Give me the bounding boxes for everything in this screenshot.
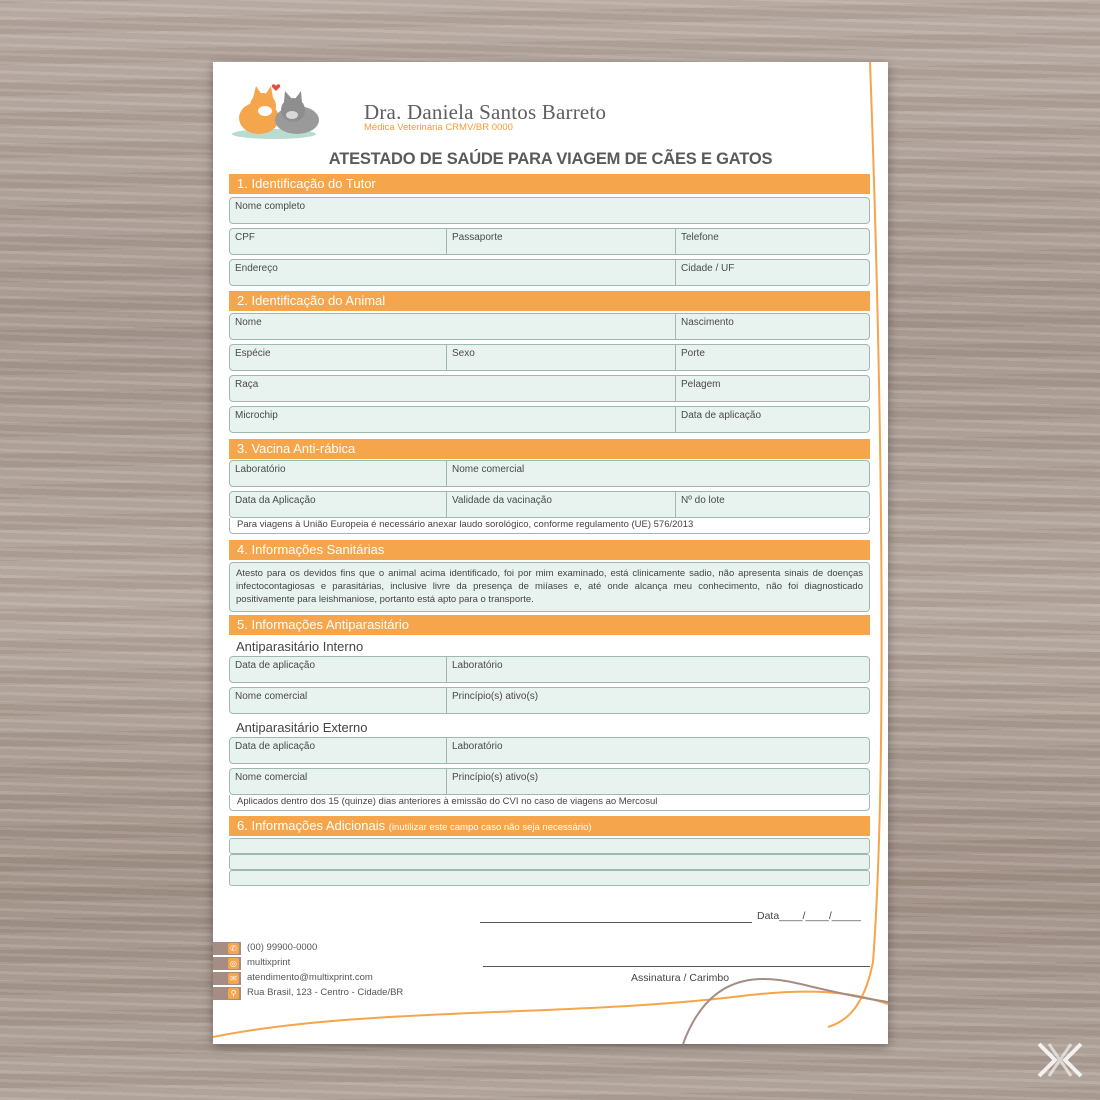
watermark-logo-icon <box>1035 1040 1085 1080</box>
field-label-birth: Nascimento <box>675 314 869 339</box>
field-row-vaccine-dates[interactable] <box>229 491 870 518</box>
eu-note: Para viagens à União Europeia é necessário anexar laudo sorológico, conforme regulamento (UE) 576/2013 <box>229 518 870 534</box>
instagram-icon: ◎ <box>213 957 241 970</box>
field-row-external-name-principle[interactable] <box>229 768 870 795</box>
email-icon: ✉ <box>213 972 241 985</box>
field-label-external-commercial-name: Nome comercial <box>235 772 308 783</box>
section-header-animal: 2. Identificação do Animal <box>229 291 870 311</box>
field-label-microchip: Microchip <box>235 410 278 421</box>
external-antiparasitic-heading: Antiparasitário Externo <box>236 720 368 735</box>
field-label-internal-commercial-name: Nome comercial <box>235 691 308 702</box>
field-label-city-uf: Cidade / UF <box>675 260 869 285</box>
field-row-internal-name-principle[interactable] <box>229 687 870 714</box>
field-row-cpf-passport-phone[interactable] <box>229 228 870 255</box>
additional-info-line-2[interactable] <box>229 854 870 870</box>
field-label-lot-number: Nº do lote <box>675 492 869 517</box>
field-label-animal-name: Nome <box>235 317 262 328</box>
signature-line <box>483 966 870 967</box>
date-signature-line <box>480 922 752 923</box>
field-label-internal-active-principle: Princípio(s) ativo(s) <box>446 688 869 713</box>
field-label-vaccine-commercial-name: Nome comercial <box>446 461 869 486</box>
field-label-passport: Passaporte <box>446 229 675 254</box>
field-label-breed: Raça <box>235 379 259 390</box>
additional-info-line-1[interactable] <box>229 838 870 854</box>
field-label-vaccine-validity: Validade da vacinação <box>446 492 675 517</box>
veterinarian-name: Dra. Daniela Santos Barreto <box>364 100 607 124</box>
field-row-full-name[interactable] <box>229 197 870 224</box>
section-header-additional <box>229 816 870 836</box>
date-label: Data____/____/_____ <box>757 910 861 922</box>
section-header-antiparasitic: 5. Informações Antiparasitário <box>229 615 870 635</box>
field-row-internal-date-lab[interactable] <box>229 656 870 683</box>
additional-info-line-3[interactable] <box>229 870 870 886</box>
contact-address-text: Rua Brasil, 123 - Centro - Cidade/BR <box>247 987 404 998</box>
field-row-address-city[interactable] <box>229 259 870 286</box>
field-label-internal-application-date: Data de aplicação <box>235 660 316 671</box>
field-label-internal-lab: Laboratório <box>446 657 869 682</box>
field-label-external-lab: Laboratório <box>446 738 869 763</box>
section-note-additional: (inutilizar este campo caso não seja necessário) <box>388 822 592 833</box>
field-row-external-date-lab[interactable] <box>229 737 870 764</box>
field-label-sex: Sexo <box>446 345 675 370</box>
contact-email-text: atendimento@multixprint.com <box>247 972 373 983</box>
section-header-sanitary: 4. Informações Sanitárias <box>229 540 870 560</box>
contact-instagram-text: multixprint <box>247 957 291 968</box>
field-row-animal-name-birth[interactable] <box>229 313 870 340</box>
internal-antiparasitic-heading: Antiparasitário Interno <box>236 639 364 654</box>
field-label-external-application-date: Data de aplicação <box>235 741 316 752</box>
field-row-microchip[interactable] <box>229 406 870 433</box>
field-label-cpf: CPF <box>235 232 255 243</box>
section-header-vaccine: 3. Vacina Anti-rábica <box>229 439 870 459</box>
location-pin-icon: ⚲ <box>213 987 241 1000</box>
signature-label: Assinatura / Carimbo <box>631 972 730 984</box>
field-label-phone: Telefone <box>675 229 869 254</box>
cat-dog-logo <box>229 80 329 142</box>
field-label-application-date: Data de aplicação <box>675 407 869 432</box>
field-row-breed-coat[interactable] <box>229 375 870 402</box>
field-row-vaccine-lab[interactable] <box>229 460 870 487</box>
contact-phone-text: (00) 99900-0000 <box>247 942 318 953</box>
field-label-external-active-principle: Princípio(s) ativo(s) <box>446 769 869 794</box>
section-title-additional: 6. Informações Adicionais <box>237 818 386 833</box>
field-label-coat: Pelagem <box>675 376 869 401</box>
mercosul-note: Aplicados dentro dos 15 (quinze) dias anteriores à emissão do CVI no caso de viagens ao Mercosul <box>229 795 870 811</box>
field-row-species-sex-size[interactable] <box>229 344 870 371</box>
whatsapp-icon: ✆ <box>213 942 241 955</box>
section-header-tutor: 1. Identificação do Tutor <box>229 174 870 194</box>
field-label-address: Endereço <box>235 263 278 274</box>
field-label-vaccine-lab: Laboratório <box>235 464 286 475</box>
sanitary-statement: Atesto para os devidos fins que o animal acima identificado, foi por mim examinado, está clinicamente sadio, não apresenta sinais de doenças infectocontagiosas e parasitárias, inclusive livre da presença de miíases e, até onde alcança meu conhecimento, não foi diagnosticado positivamente para leishmaniose, portanto está apto para o transporte. <box>229 562 870 612</box>
page-title: ATESTADO DE SAÚDE PARA VIAGEM DE CÃES E GATOS <box>328 150 773 168</box>
field-label-species: Espécie <box>235 348 271 359</box>
field-label-size: Porte <box>675 345 869 370</box>
field-label-vaccine-application-date: Data da Aplicação <box>235 495 316 506</box>
veterinarian-registration: Médica Veterinária CRMV/BR 0000 <box>364 122 513 133</box>
field-label-full-name: Nome completo <box>235 201 306 212</box>
certificate-sheet <box>213 62 888 1044</box>
